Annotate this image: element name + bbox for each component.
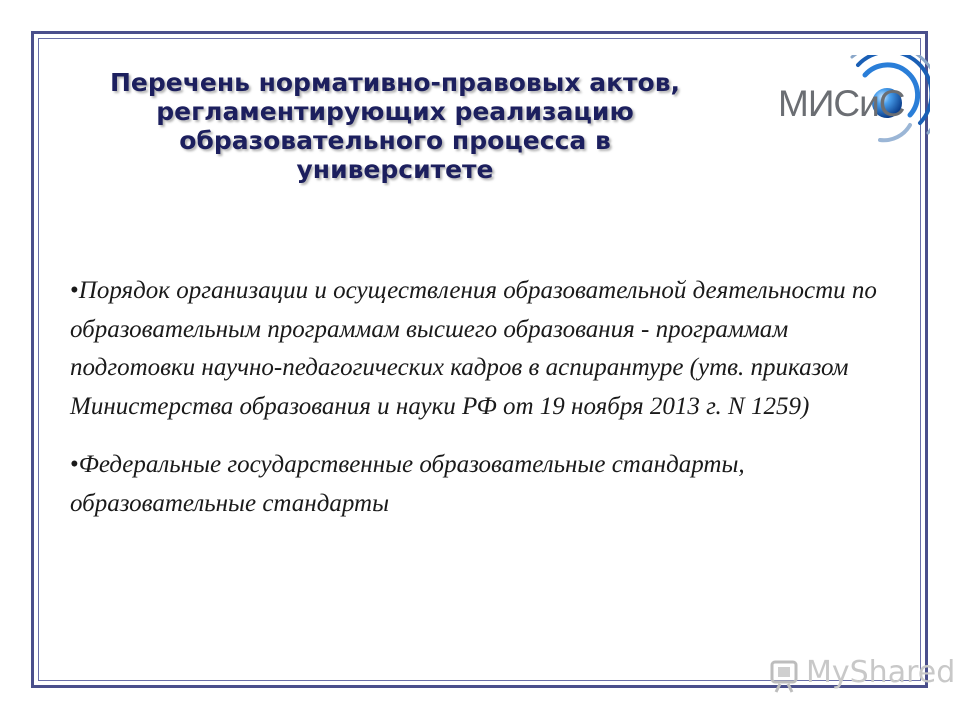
bullet-text: Федеральные государственные образовательные стандарты, образовательные стандарты: [70, 451, 745, 517]
slide-title: [70, 68, 720, 184]
bullet-item-2: [70, 446, 900, 523]
watermark-text: MyShared: [806, 655, 956, 690]
bullet-marker: •: [70, 451, 79, 478]
title-line-4: университете: [296, 155, 494, 184]
bullet-marker: •: [70, 277, 79, 304]
slide-body: [70, 272, 900, 543]
title-line-3: образовательного процесса в: [179, 126, 611, 155]
logo-text: МИСиС: [778, 83, 905, 124]
title-line-1: Перечень нормативно-правовых актов,: [109, 68, 681, 97]
bullet-item-1: [70, 272, 900, 426]
title-line-2: регламентирующих реализацию: [156, 97, 634, 126]
bullet-text: Порядок организации и осуществления образовательной деятельности по образовательным программам высшего образования - программам подготовки научно-педагогических кадров в аспирантуре (утв. приказом Министерства образования и науки РФ от 19 ноября 2013 г. N 1259): [70, 277, 877, 420]
